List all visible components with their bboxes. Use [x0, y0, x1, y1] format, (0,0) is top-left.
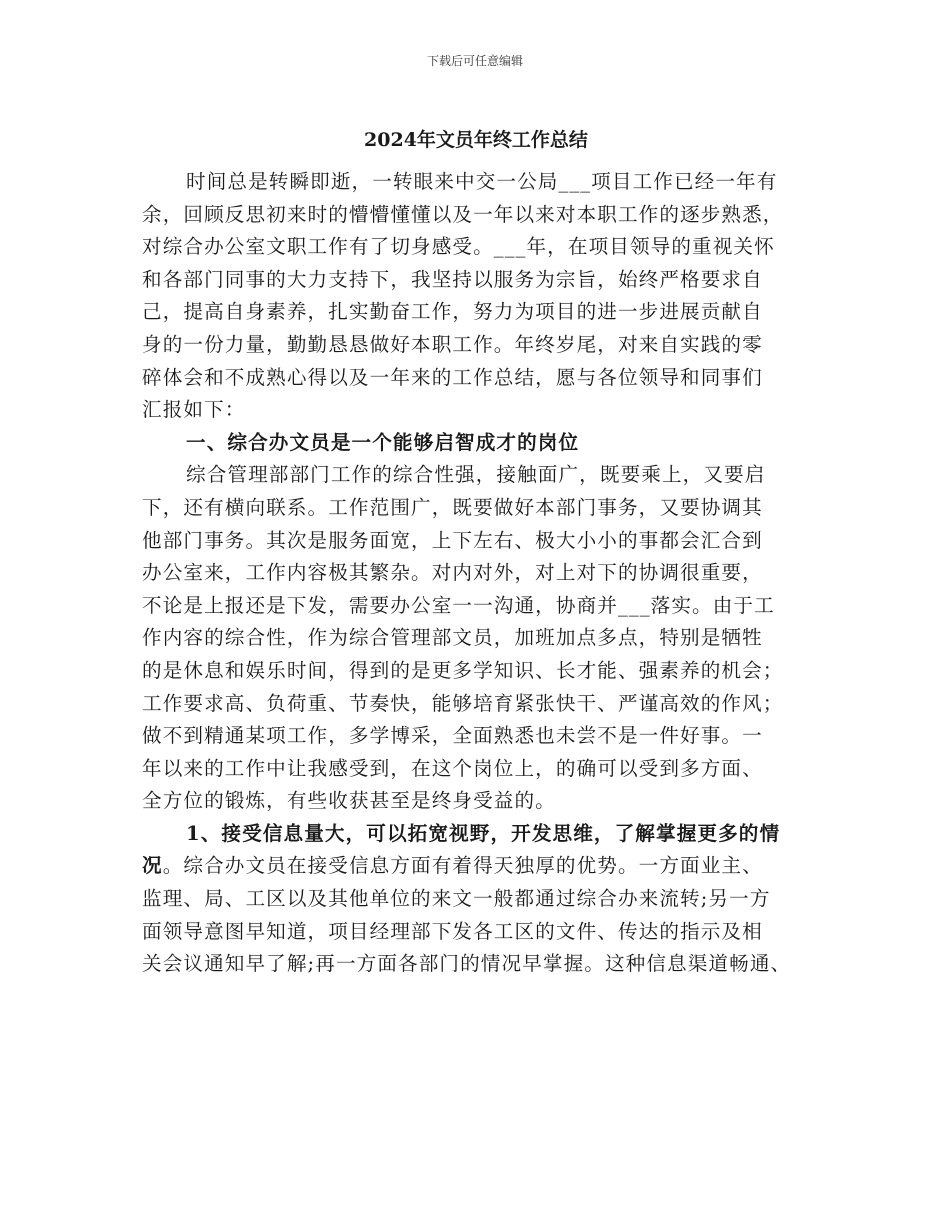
text-line: 身的一份力量，勤勤恳恳做好本职工作。年终岁尾，对来自实践的零 [142, 332, 763, 356]
text-line: 面领导意图早知道，项目经理部下发各工区的文件、传达的指示及相 [142, 919, 763, 943]
text-line: 监理、局、工区以及其他单位的来文一般都通过综合办来流转;另一方 [142, 887, 771, 911]
heading-line: 一、综合办文员是一个能够启智成才的岗位 [186, 430, 580, 454]
bold-lead-line: 1、接受信息量大，可以拓宽视野，开发思维，了解掌握更多的情 [186, 821, 781, 845]
text-line: 综合管理部部门工作的综合性强，接触面广，既要乘上，又要启 [186, 463, 766, 487]
bold-lead-fragment: 况 [142, 854, 163, 878]
text-line: 的是休息和娱乐时间，得到的是更多学知识、长才能、强素养的机会； [142, 658, 784, 682]
document-title: 2024年文员年终工作总结 [364, 129, 588, 151]
text-line: 时间总是转瞬即逝，一转眼来中交一公局___项目工作已经一年有 [186, 170, 778, 193]
text-line: 汇报如下： [142, 398, 246, 422]
text-line: 下，还有横向联系。工作范围广，既要做好本部门事务，又要协调其 [142, 495, 763, 519]
text-line: 工作要求高、负荷重、节奏快，能够培育紧张快干、严谨高效的作风； [142, 691, 784, 715]
text-line: 作内容的综合性，作为综合管理部文员，加班加点多点，特别是牺牲 [142, 626, 763, 650]
document-body [142, 124, 810, 981]
text-line: 和各部门同事的大力支持下，我坚持以服务为宗旨，始终严格要求自 [142, 267, 763, 291]
text-line: 己，提高自身素养，扎实勤奋工作，努力为项目的进一步进展贡献自 [142, 300, 763, 324]
text-line: 不论是上报还是下发，需要办公室一一沟通，协商并___落实。由于工 [142, 593, 775, 617]
text-line: 对综合办公室文职工作有了切身感受。___年，在项目领导的重视关怀 [142, 235, 775, 259]
text-line: 关会议通知早了解;再一方面各部门的情况早掌握。这种信息渠道畅通、 [142, 952, 792, 976]
paragraph-intro [142, 166, 810, 427]
text-line: 碎体会和不成熟心得以及一年来的工作总结，愿与各位领导和同事们 [142, 365, 763, 389]
text-line: 全方位的锻炼，有些收获甚至是终身受益的。 [142, 789, 556, 813]
text-line: 年以来的工作中让我感受到，在这个岗位上，的确可以受到多方面、 [142, 756, 763, 780]
header-note: 下载后可任意编辑 [426, 54, 523, 68]
paragraph-point-one [142, 818, 810, 981]
text-line: 他部门事务。其次是服务面宽，上下左右、极大小小的事都会汇合到 [142, 528, 763, 552]
text-line: 办公室来，工作内容极其繁杂。对内对外，对上对下的协调很重要， [142, 561, 763, 585]
section-heading [142, 427, 810, 460]
text-fragment: 。综合办文员在接受信息方面有着得天独厚的优势。一方面业主、 [162, 854, 763, 878]
text-line [142, 850, 810, 883]
paragraph-section-one [142, 459, 810, 818]
text-line: 做不到精通某项工作，多学博采，全面熟悉也未尝不是一件好事。一 [142, 724, 763, 748]
text-line: 余，回顾反思初来时的懵懵懂懂以及一年以来对本职工作的逐步熟悉， [142, 202, 784, 226]
